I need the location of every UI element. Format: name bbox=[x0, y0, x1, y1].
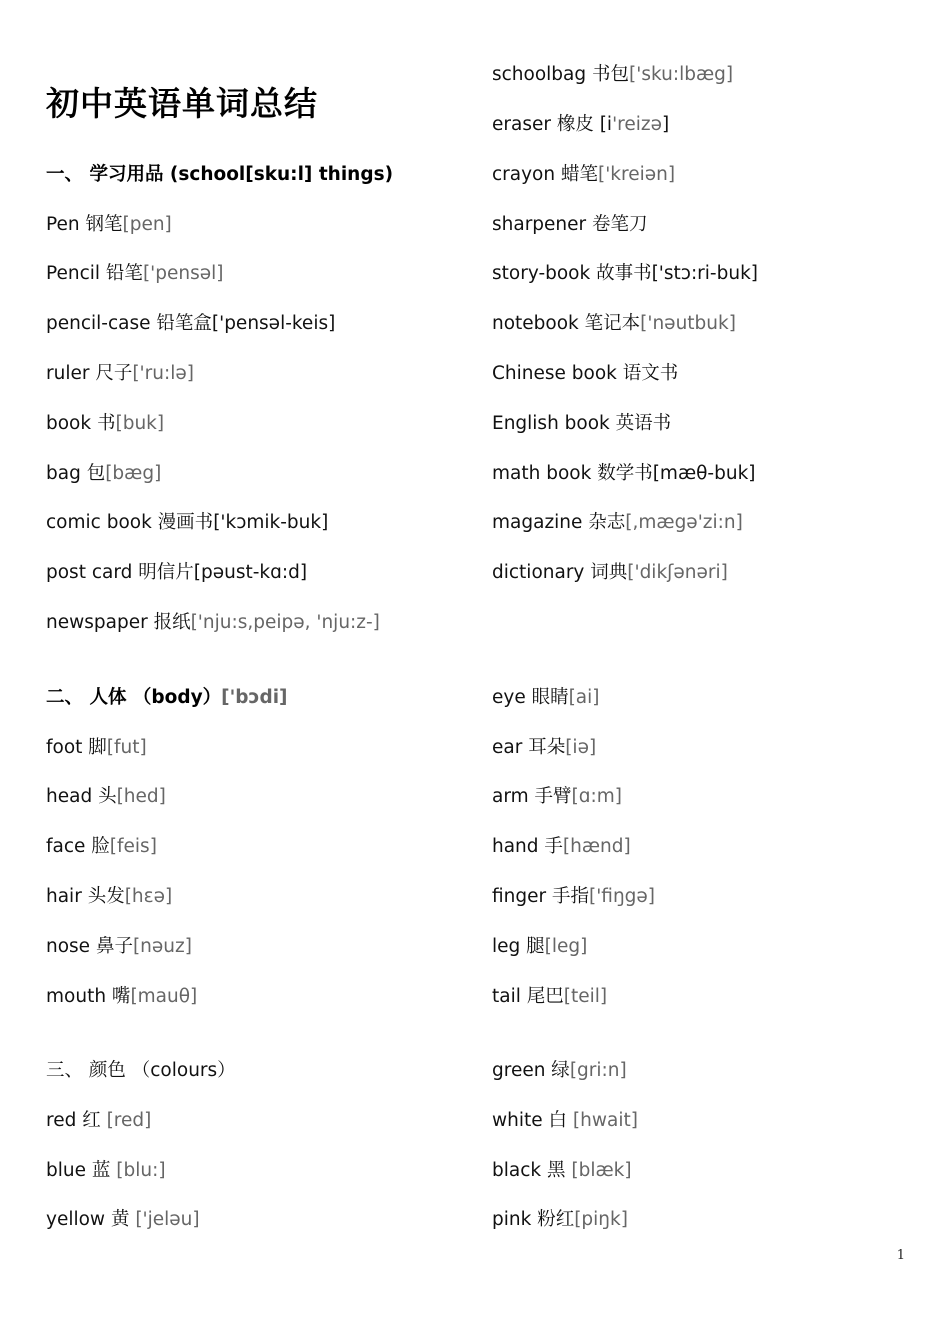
vocab-entry bbox=[46, 1059, 236, 1083]
section-heading bbox=[46, 163, 393, 187]
vocab-word: mouth 嘴 bbox=[46, 986, 131, 1007]
vocab-entry bbox=[46, 611, 380, 635]
vocab-entry bbox=[46, 785, 166, 809]
pronunciation: ['dikʃənəri] bbox=[627, 562, 728, 583]
pronunciation: [hænd] bbox=[562, 836, 631, 857]
vocab-entry bbox=[46, 561, 307, 585]
vocab-entry bbox=[492, 985, 607, 1009]
pronunciation: [pen] bbox=[122, 214, 172, 235]
pronunciation: ['pensəl-keis] bbox=[211, 313, 336, 334]
vocab-word: nose 鼻子 bbox=[46, 936, 133, 957]
vocab-entry bbox=[46, 935, 192, 959]
vocab-word: 三、 颜色 （colours） bbox=[46, 1060, 236, 1081]
vocab-entry bbox=[492, 835, 631, 859]
vocab-entry bbox=[492, 561, 728, 585]
vocab-word: Pencil 铅笔 bbox=[46, 263, 143, 284]
vocab-word: magazine 杂志 bbox=[492, 512, 626, 533]
vocab-word: Chinese book 语文书 bbox=[492, 363, 679, 384]
pronunciation: [leg] bbox=[544, 936, 588, 957]
vocab-word: pink 粉红 bbox=[492, 1209, 575, 1230]
vocab-word: yellow 黄 bbox=[46, 1209, 136, 1230]
vocab-word: foot 脚 bbox=[46, 737, 107, 758]
pronunciation-bracket: ] bbox=[661, 114, 670, 135]
vocab-entry bbox=[46, 262, 223, 286]
vocab-word: eraser 橡皮 [i bbox=[492, 114, 613, 135]
vocab-word: book 书 bbox=[46, 413, 116, 434]
vocab-word: arm 手臂 bbox=[492, 786, 572, 807]
vocab-entry bbox=[492, 935, 587, 959]
pronunciation: [ɑ:m] bbox=[571, 786, 622, 807]
vocab-entry bbox=[492, 213, 648, 237]
pronunciation: [iə] bbox=[565, 737, 597, 758]
pronunciation: ['nju:s,peipə, 'nju:z-] bbox=[190, 612, 380, 633]
vocab-word: white 白 bbox=[492, 1110, 573, 1131]
pronunciation: [mauθ] bbox=[130, 986, 198, 1007]
pronunciation: [ai] bbox=[568, 687, 600, 708]
pronunciation: ['kreiən] bbox=[598, 164, 676, 185]
vocab-word: head 头 bbox=[46, 786, 117, 807]
vocab-entry bbox=[46, 1109, 151, 1133]
vocab-word: black 黑 bbox=[492, 1160, 572, 1181]
vocab-entry bbox=[492, 312, 736, 336]
vocab-entry bbox=[492, 1208, 628, 1232]
vocab-word: face 脸 bbox=[46, 836, 110, 857]
pronunciation: [teil] bbox=[563, 986, 608, 1007]
pronunciation: ['ru:lə] bbox=[132, 363, 194, 384]
pronunciation: ['pensəl] bbox=[142, 263, 224, 284]
vocab-word: notebook 笔记本 bbox=[492, 313, 641, 334]
vocab-word: red 红 bbox=[46, 1110, 107, 1131]
pronunciation: [hɛə] bbox=[124, 886, 173, 907]
pronunciation: [blu:] bbox=[116, 1160, 166, 1181]
pronunciation: [gri:n] bbox=[569, 1060, 627, 1081]
vocab-word: blue 蓝 bbox=[46, 1160, 117, 1181]
pronunciation: [buk] bbox=[115, 413, 165, 434]
vocab-word: English book 英语书 bbox=[492, 413, 672, 434]
vocab-entry bbox=[492, 63, 733, 87]
vocab-entry bbox=[492, 1059, 627, 1083]
pronunciation: ['nəutbuk] bbox=[640, 313, 736, 334]
pronunciation: [,mægə'zi:n] bbox=[625, 512, 743, 533]
vocab-word: ruler 尺子 bbox=[46, 363, 133, 384]
pronunciation: ['bɔdi] bbox=[221, 687, 288, 708]
vocab-word: schoolbag 书包 bbox=[492, 64, 630, 85]
pronunciation: [feis] bbox=[109, 836, 157, 857]
pronunciation: ['fiŋgə] bbox=[589, 886, 656, 907]
vocab-word: eye 眼睛 bbox=[492, 687, 569, 708]
vocab-entry bbox=[492, 262, 758, 286]
vocab-entry bbox=[492, 885, 655, 909]
pronunciation: ['kɔmik-buk] bbox=[213, 512, 329, 533]
vocab-entry bbox=[46, 412, 164, 436]
vocab-word: leg 腿 bbox=[492, 936, 545, 957]
pronunciation: [red] bbox=[106, 1110, 152, 1131]
vocab-entry bbox=[46, 312, 335, 336]
vocab-word: dictionary 词典 bbox=[492, 562, 628, 583]
vocab-entry bbox=[46, 985, 197, 1009]
vocab-word: story-book 故事书 bbox=[492, 263, 652, 284]
vocab-word: hand 手 bbox=[492, 836, 563, 857]
vocab-entry bbox=[492, 785, 622, 809]
page-number: 1 bbox=[896, 1248, 905, 1263]
vocab-entry bbox=[492, 686, 600, 710]
pronunciation: [mæθ-buk] bbox=[652, 463, 756, 484]
pronunciation: [pəust-kɑ:d] bbox=[193, 562, 308, 583]
pronunciation: ['stɔ:ri-buk] bbox=[651, 263, 759, 284]
vocab-entry bbox=[46, 213, 172, 237]
pronunciation: [fut] bbox=[106, 737, 147, 758]
section-heading bbox=[46, 686, 288, 710]
pronunciation: 'reizə bbox=[612, 114, 662, 135]
vocab-entry bbox=[46, 1208, 200, 1232]
vocab-word: 二、 人体 （body） bbox=[46, 687, 222, 708]
pronunciation: [blæk] bbox=[571, 1160, 632, 1181]
pronunciation: [nəuz] bbox=[132, 936, 192, 957]
vocab-word: hair 头发 bbox=[46, 886, 125, 907]
vocab-word: bag 包 bbox=[46, 463, 106, 484]
vocab-word: ear 耳朵 bbox=[492, 737, 566, 758]
vocab-entry bbox=[492, 113, 669, 137]
vocab-word: math book 数学书 bbox=[492, 463, 653, 484]
pronunciation: [piŋk] bbox=[574, 1209, 628, 1230]
vocab-word: newspaper 报纸 bbox=[46, 612, 191, 633]
vocab-word: post card 明信片 bbox=[46, 562, 194, 583]
vocab-word: crayon 蜡笔 bbox=[492, 164, 598, 185]
vocab-entry bbox=[46, 885, 172, 909]
vocab-entry bbox=[492, 163, 675, 187]
vocab-word: pencil-case 铅笔盒 bbox=[46, 313, 212, 334]
vocab-word: sharpener 卷笔刀 bbox=[492, 214, 648, 235]
vocab-word: 一、 学习用品 (school[sku:l] things) bbox=[46, 164, 394, 185]
pronunciation: ['sku:lbæg] bbox=[629, 64, 734, 85]
vocab-word: Pen 钢笔 bbox=[46, 214, 123, 235]
pronunciation: [bæg] bbox=[105, 463, 162, 484]
vocab-entry bbox=[492, 412, 671, 436]
vocab-entry bbox=[492, 462, 756, 486]
vocab-word: finger 手指 bbox=[492, 886, 589, 907]
vocab-entry bbox=[46, 511, 328, 535]
pronunciation: [hed] bbox=[116, 786, 166, 807]
vocab-entry bbox=[46, 462, 161, 486]
pronunciation: ['jeləu] bbox=[135, 1209, 200, 1230]
vocab-entry bbox=[46, 835, 157, 859]
vocab-entry bbox=[492, 511, 743, 535]
pronunciation: [hwait] bbox=[572, 1110, 638, 1131]
vocab-word: tail 尾巴 bbox=[492, 986, 564, 1007]
vocab-entry bbox=[492, 1159, 632, 1183]
vocab-entry bbox=[46, 362, 194, 386]
page-title: 初中英语单词总结 bbox=[46, 84, 318, 123]
vocab-entry bbox=[492, 736, 596, 760]
vocab-word: comic book 漫画书 bbox=[46, 512, 214, 533]
vocab-entry bbox=[492, 362, 678, 386]
vocab-entry bbox=[46, 736, 147, 760]
vocab-word: green 绿 bbox=[492, 1060, 570, 1081]
vocab-entry bbox=[492, 1109, 638, 1133]
vocab-entry bbox=[46, 1159, 166, 1183]
